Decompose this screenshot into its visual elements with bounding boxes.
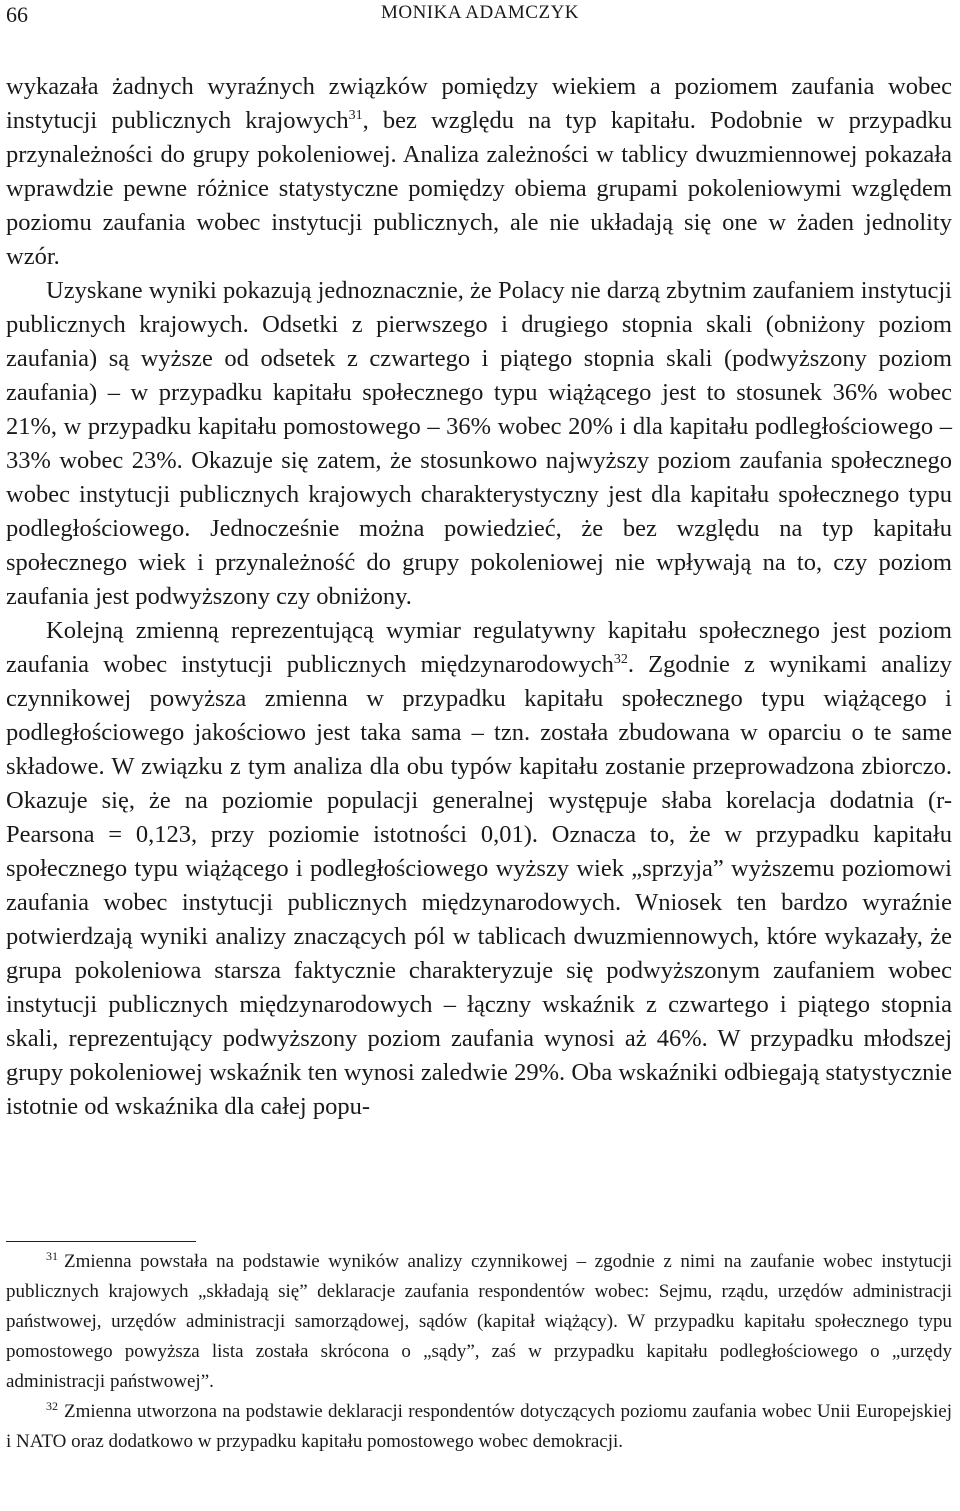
body-text: [6, 70, 952, 1124]
footnotes: [6, 1247, 952, 1457]
footnote-text-31: Zmienna powstała na podstawie wyników analizy czynnikowej – zgodnie z nimi na zaufanie wobec instytucji publicznych krajowych „składają się” deklaracje zaufania respondentów wobec: Sejmu, rządu, urzędów administracji państwowej, urzędów administracji samorządowej, sądów (kapitał wiążący). W przypadku kapitału społecznego typu pomostowego powyższa lista została skrócona o „sądy”, zaś w przypadku kapitału podległościowego o „urzędy administracji państwowej”.: [6, 1251, 952, 1392]
footnote-number-31: 31: [46, 1248, 58, 1263]
paragraph-2: Uzyskane wyniki pokazują jednoznacznie, że Polacy nie darzą zbytnim zaufaniem instytucji publicznych krajowych. Odsetki z pierwszego i drugiego stopnia skali (obniżony poziom zaufania) są wyższe od odsetek z czwartego i piątego stopnia skali (podwyższony poziom zaufania) – w przypadku kapitału społecznego typu wiążącego jest to stosunek 36% wobec 21%, w przypadku kapitału pomostowego – 36% wobec 20% i dla kapitału podległościowego – 33% wobec 23%. Okazuje się zatem, że stosunkowo najwyższy poziom zaufania społecznego wobec instytucji publicznych krajowych charakterystyczny jest dla kapitału społecznego typu podległościowego. Jednocześnie można powiedzieć, że bez względu na typ kapitału społecznego wiek i przynależność do grupy pokoleniowej nie wpływają na to, czy poziom zaufania jest podwyższony czy obniżony.: [6, 277, 952, 610]
paragraph-3: [6, 614, 952, 1124]
footnote-ref-31: 31: [348, 107, 363, 123]
footnote-31: [6, 1247, 952, 1397]
footnote-ref-32: 32: [613, 651, 628, 667]
footnote-32: [6, 1397, 952, 1457]
paragraph-1-part-b: , bez względu na typ kapitału. Podobnie w przypadku przynależności do grupy pokoleniowej. Analiza zależności w tablicy dwuzmiennowej pokazała wprawdzie pewne różnice statystyczne pomiędzy obiema grupami pokoleniowymi względem poziomu zaufania wobec instytucji publicznych, ale nie układają się one w żaden jednolity wzór.: [6, 107, 952, 270]
footnote-number-32: 32: [46, 1398, 58, 1413]
page-header: [6, 0, 954, 30]
paragraph-3-part-b: . Zgodnie z wynikami analizy czynnikowej powyższa zmienna w przypadku kapitału społecznego typu wiążącego i podległościowego jakościowo jest taka sama – tzn. została zbudowana w oparciu o te same składowe. W związku z tym analiza dla obu typów kapitału zostanie przeprowadzona zbiorczo. Okazuje się, że na poziomie populacji generalnej występuje słaba korelacja dodatnia (r-Pearsona = 0,123, przy poziomie istotności 0,01). Oznacza to, że w przypadku kapitału społecznego typu wiążącego i podległościowego wyższy wiek „sprzyja” wyższemu poziomowi zaufania wobec instytucji publicznych międzynarodowych. Wniosek ten bardzo wyraźnie potwierdzają wyniki analizy znaczących pól w tablicach dwuzmiennowych, które wykazały, że grupa pokoleniowa starsza faktycznie charakteryzuje się podwyższonym zaufaniem wobec instytucji publicznych międzynarodowych – łączny wskaźnik z czwartego i piątego stopnia skali, reprezentujący podwyższony poziom zaufania wynosi aż 46%. W przypadku młodszej grupy pokoleniowej wskaźnik ten wynosi zaledwie 29%. Oba wskaźniki odbiegają statystycznie istotnie od wskaźnika dla całej popu-: [6, 651, 953, 1120]
page-number: 66: [6, 2, 28, 27]
paragraph-1-part-a: wykazała żadnych wyraźnych związków pomiędzy wiekiem a poziomem zaufania wobec instytucji publicznych krajowych: [6, 73, 952, 134]
paragraph-3-part-a: Kolejną zmienną reprezentującą wymiar regulatywny kapitału społecznego jest poziom zaufania wobec instytucji publicznych międzynarodowych: [6, 617, 952, 678]
footnote-divider: [6, 1241, 196, 1242]
footnote-text-32: Zmienna utworzona na podstawie deklaracji respondentów dotyczących poziomu zaufania wobec Unii Europejskiej i NATO oraz dodatkowo w przypadku kapitału pomostowego wobec demokracji.: [6, 1401, 952, 1452]
running-head: MONIKA ADAMCZYK: [380, 2, 580, 23]
paragraph-1: [6, 70, 952, 274]
